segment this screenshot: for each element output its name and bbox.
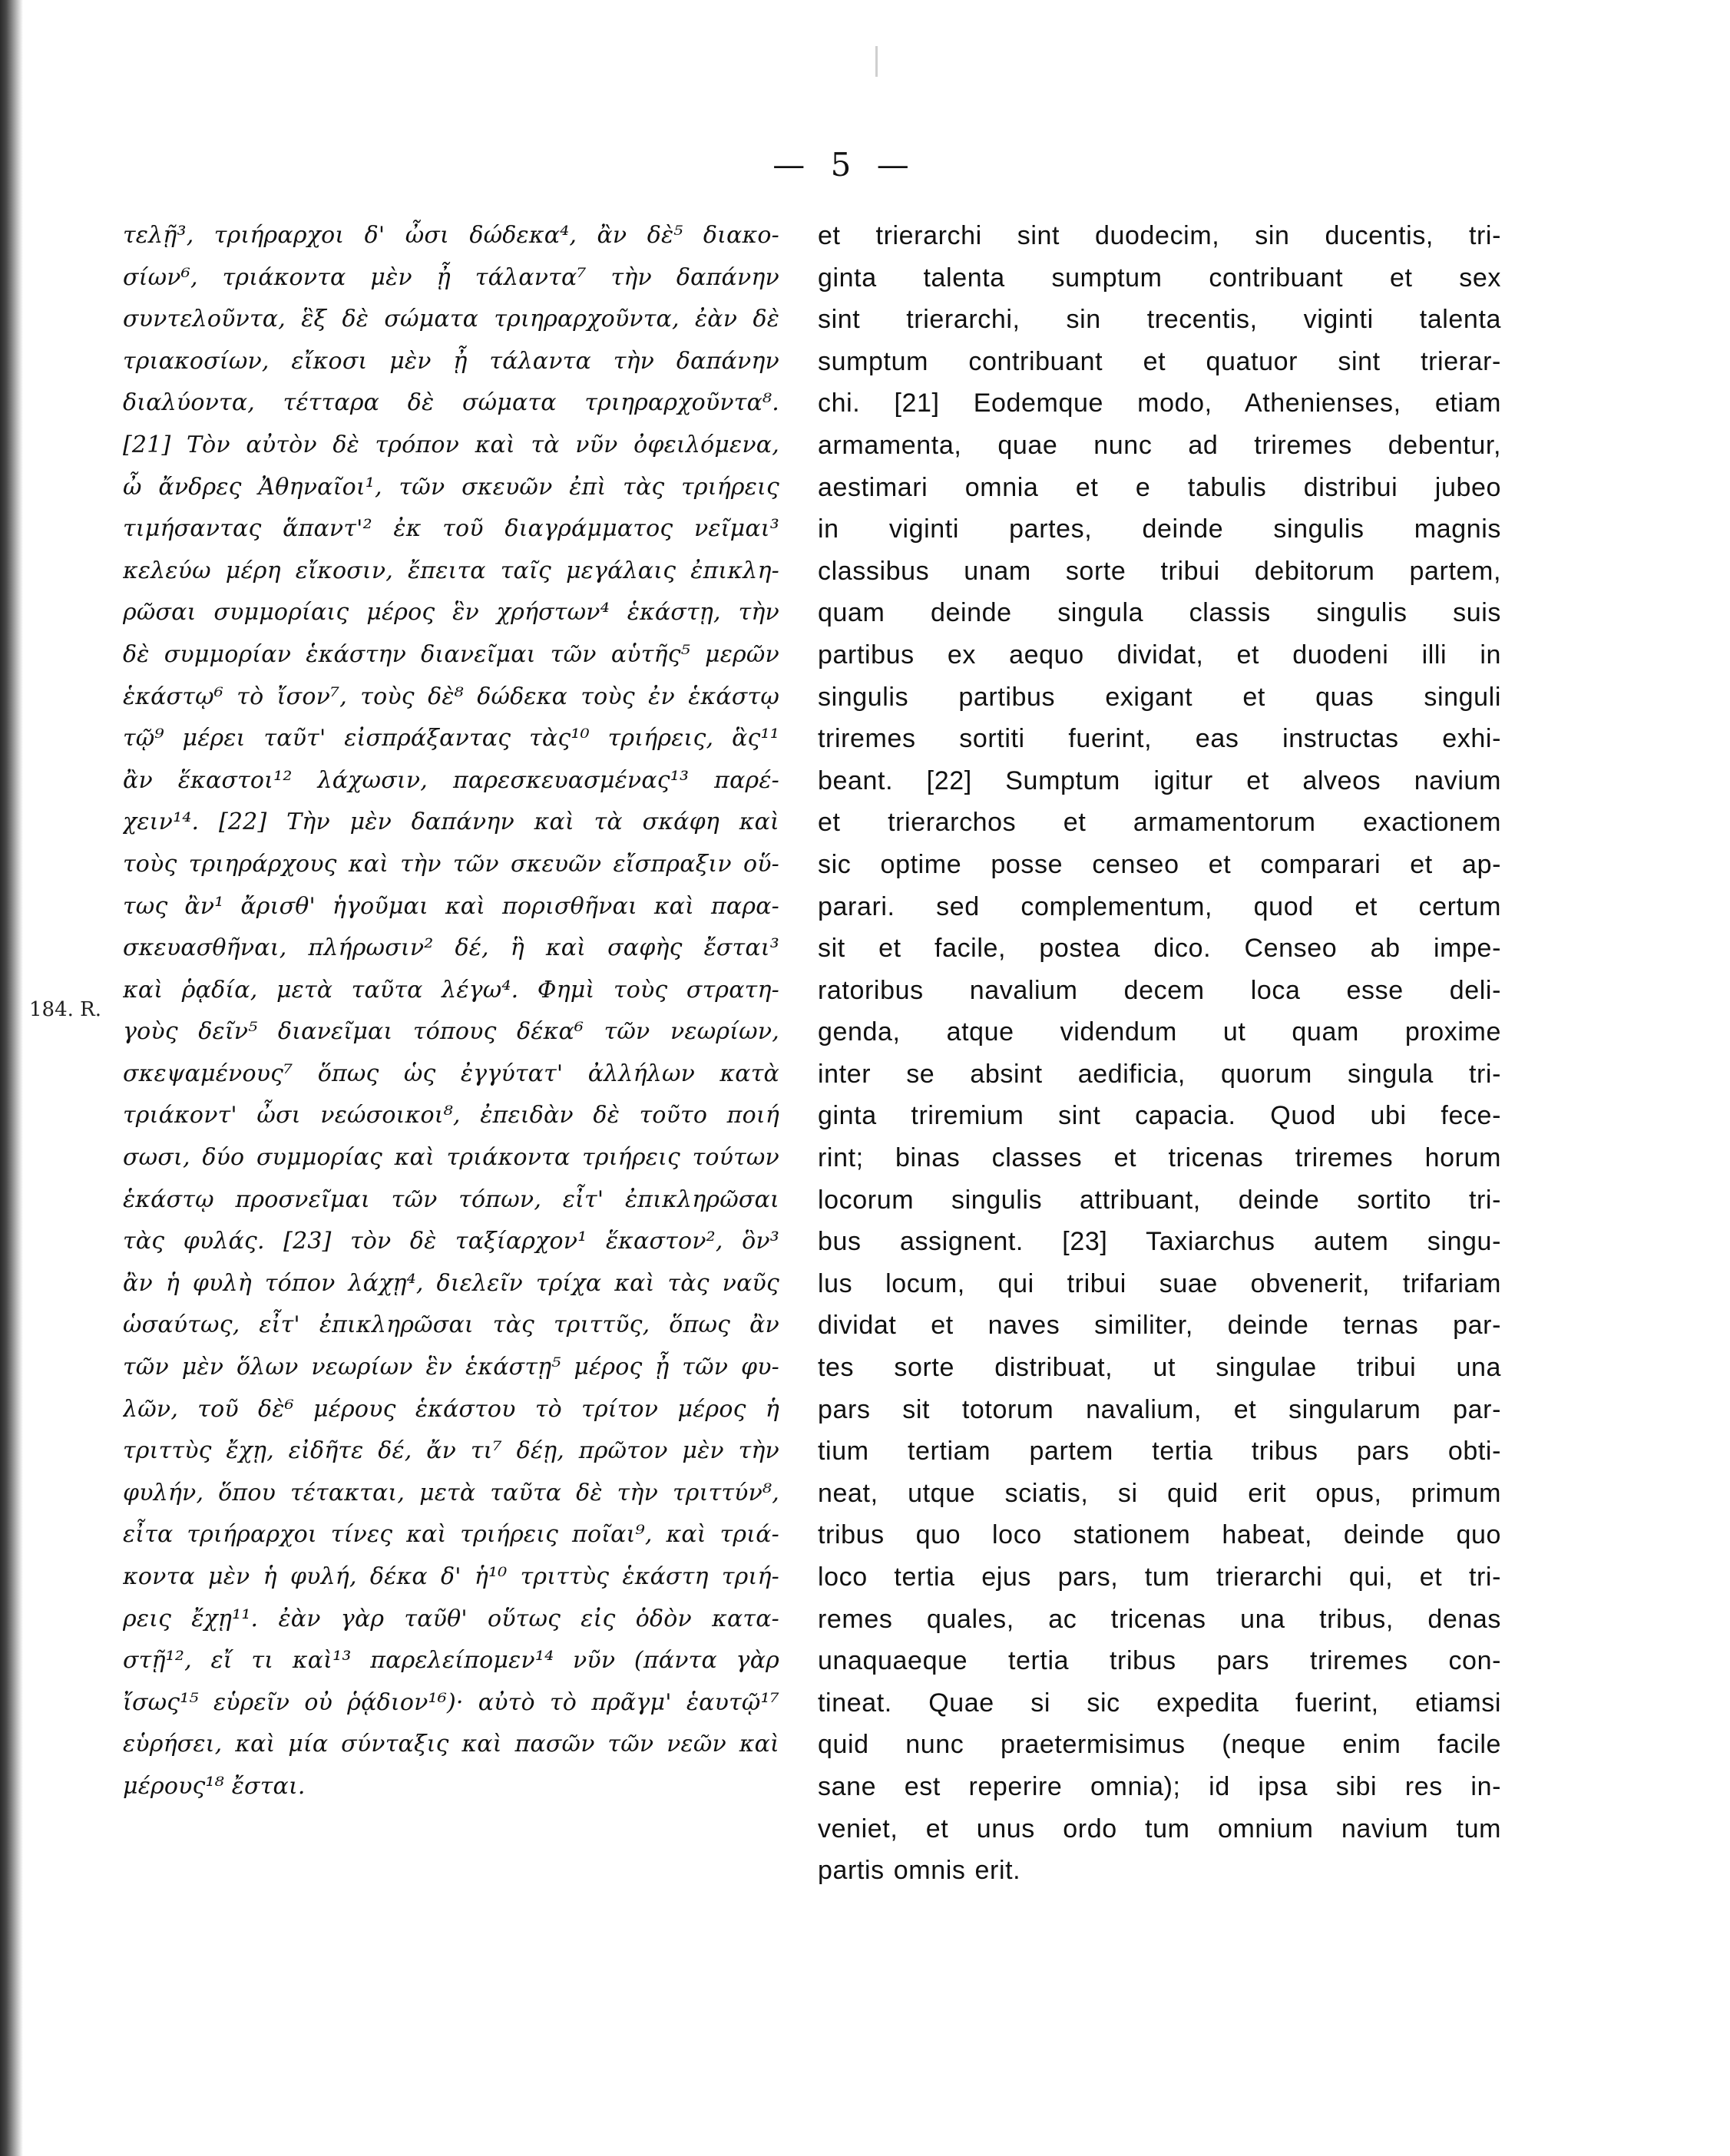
greek-text-line: δὲ συμμορίαν ἑκάστην διανεῖμαι τῶν αὑτῆς⁵ μερῶν (123, 640, 779, 668)
greek-text-line: σκεψαμένους⁷ ὅπως ὡς ἐγγύτατ' ἀλλήλων κατὰ (123, 1060, 779, 1087)
greek-text-line: τριττὺς ἔχῃ, εἰδῆτε δέ, ἄν τι⁷ δέῃ, πρῶτον μὲν τὴν (123, 1437, 779, 1465)
latin-text-line: dividat et naves similiter, deinde ternas par- (818, 1311, 1501, 1341)
greek-text-line: τὰς φυλάς. [23] τὸν δὲ ταξίαρχον¹ ἕκαστον², ὃν³ (123, 1228, 779, 1255)
greek-text-line: ἑκάστῳ⁶ τὸ ἴσον⁷, τοὺς δὲ⁸ δώδεκα τοὺς ἐν ἑκάστῳ (123, 683, 779, 710)
latin-text-line: sic optime posse censeo et comparari et ap- (818, 849, 1501, 879)
greek-text-line: κελεύω μέρη εἴκοσιν, ἔπειτα ταῖς μεγάλαις ἐπικλη- (123, 557, 779, 584)
scan-mark (875, 46, 878, 77)
greek-text-line: μέρους¹⁸ ἔσται. (123, 1772, 306, 1800)
greek-text-line: ἂν ἡ φυλὴ τόπον λάχῃ⁴, διελεῖν τρίχα καὶ τὰς ναῦς (123, 1269, 779, 1297)
greek-text-line: σωσι, δύο συμμορίας καὶ τριάκοντα τριήρεις τούτων (123, 1144, 779, 1172)
page-binding-edge (0, 0, 23, 2156)
latin-text-line: quam deinde singula classis singulis suis (818, 598, 1501, 628)
latin-text-line: triremes sortiti fuerint, eas instructas exhi- (818, 724, 1501, 754)
latin-text-line: genda, atque videndum ut quam proxime (818, 1017, 1501, 1047)
latin-text-line: tribus quo loco stationem habeat, deinde quo (818, 1520, 1501, 1550)
greek-text-line: εἶτα τριήραρχοι τίνες καὶ τριήρεις ποῖαι⁹, καὶ τριά- (123, 1521, 779, 1549)
greek-text-line: σκευασθῆναι, πλήρωσιν² δέ, ἣ καὶ σαφὴς ἔσται³ (123, 934, 779, 962)
latin-text-line: pars sit totorum navalium, et singularum par- (818, 1394, 1501, 1424)
greek-text-column (123, 215, 779, 1808)
latin-text-line: classibus unam sorte tribui debitorum partem, (818, 556, 1501, 586)
latin-text-line: partis omnis erit. (818, 1856, 1021, 1886)
greek-text-line: ὦ ἄνδρες Ἀθηναῖοι¹, τῶν σκευῶν ἐπὶ τὰς τριήρεις (123, 473, 779, 501)
latin-text-line: beant. [22] Sumptum igitur et alveos navium (818, 766, 1501, 795)
latin-text-line: veniet, et unus ordo tum omnium navium tum (818, 1814, 1501, 1844)
latin-text-line: partibus ex aequo dividat, et duodeni illi in (818, 640, 1501, 670)
latin-text-line: et trierarchi sint duodecim, sin ducentis, tri- (818, 221, 1501, 250)
latin-text-line: ginta triremium sint capacia. Quod ubi fece- (818, 1101, 1501, 1131)
latin-text-line: tineat. Quae si sic expedita fuerint, etiamsi (818, 1688, 1501, 1718)
latin-text-line: tes sorte distribuat, ut singulae tribui una (818, 1353, 1501, 1383)
greek-text-line: τιμήσαντας ἅπαντ'² ἐκ τοῦ διαγράμματος νεῖμαι³ (123, 515, 779, 543)
latin-text-line: bus assignent. [23] Taxiarchus autem singu- (818, 1227, 1501, 1257)
latin-text-line: in viginti partes, deinde singulis magnis (818, 514, 1501, 544)
latin-text-line: chi. [21] Eodemque modo, Athenienses, etiam (818, 389, 1501, 418)
latin-text-line: sane est reperire omnia); id ipsa sibi res in- (818, 1771, 1501, 1801)
greek-text-line: φυλήν, ὅπου τέτακται, μετὰ ταῦτα δὲ τὴν τριττύν⁸, (123, 1479, 779, 1506)
greek-text-line: ἑκάστῳ προσνεῖμαι τῶν τόπων, εἶτ' ἐπικληρῶσαι (123, 1185, 779, 1213)
latin-text-line: ginta talenta sumptum contribuant et sex (818, 263, 1501, 293)
greek-text-line: λῶν, τοῦ δὲ⁶ μέρους ἑκάστου τὸ τρίτον μέρος ἡ (123, 1395, 779, 1423)
greek-text-line: εὑρήσει, καὶ μία σύνταξις καὶ πασῶν τῶν νεῶν καὶ (123, 1731, 779, 1758)
greek-text-line: τριακοσίων, εἴκοσι μὲν ᾖ τάλαντα τὴν δαπάνην (123, 347, 779, 375)
latin-text-line: remes quales, ac tricenas una tribus, denas (818, 1604, 1501, 1634)
latin-text-line: neat, utque sciatis, si quid erit opus, primum (818, 1478, 1501, 1508)
greek-text-line: σίων⁶, τριάκοντα μὲν ᾖ τάλαντα⁷ τὴν δαπάνην (123, 263, 779, 291)
greek-text-line: κοντα μὲν ἡ φυλή, δέκα δ' ἡ¹⁰ τριττὺς ἑκάστη τριή- (123, 1563, 779, 1590)
greek-text-line: ὡσαύτως, εἶτ' ἐπικληρῶσαι τὰς τριττῦς, ὅπως ἂν (123, 1311, 779, 1339)
latin-text-line: quid nunc praetermisimus (neque enim facile (818, 1730, 1501, 1760)
latin-text-line: et trierarchos et armamentorum exactionem (818, 808, 1501, 838)
latin-text-column (818, 215, 1501, 1892)
latin-text-line: sit et facile, postea dico. Censeo ab impe- (818, 934, 1501, 964)
latin-text-line: sint trierarchi, sin trecentis, viginti talenta (818, 305, 1501, 335)
greek-text-line: [21] Τὸν αὐτὸν δὲ τρόπον καὶ τὰ νῦν ὀφειλόμενα, (123, 431, 779, 458)
latin-text-line: ratoribus navalium decem loca esse deli- (818, 975, 1501, 1005)
latin-text-line: loco tertia ejus pars, tum trierarchi qui, et tri- (818, 1562, 1501, 1592)
greek-text-line: τοὺς τριηράρχους καὶ τὴν τῶν σκευῶν εἴσπραξιν οὕ- (123, 850, 779, 878)
latin-text-line: sumptum contribuant et quatuor sint trierar- (818, 346, 1501, 376)
greek-text-line: χειν¹⁴. [22] Τὴν μὲν δαπάνην καὶ τὰ σκάφη καὶ (123, 808, 779, 836)
latin-text-line: tium tertiam partem tertia tribus pars obti- (818, 1437, 1501, 1467)
latin-text-line: inter se absint aedificia, quorum singula tri- (818, 1059, 1501, 1089)
greek-text-line: ἂν ἕκαστοι¹² λάχωσιν, παρεσκευασμένας¹³ παρέ- (123, 766, 779, 794)
greek-text-line: ρεις ἔχῃ¹¹. ἐὰν γὰρ ταῦθ' οὕτως εἰς ὁδὸν κατα- (123, 1605, 779, 1632)
greek-text-line: διαλύοντα, τέτταρα δὲ σώματα τριηραρχοῦντα⁸. (123, 389, 779, 417)
latin-text-line: unaquaeque tertia tribus pars triremes con- (818, 1646, 1501, 1676)
greek-text-line: γοὺς δεῖν⁵ διανεῖμαι τόπους δέκα⁶ τῶν νεωρίων, (123, 1018, 779, 1046)
greek-text-line: ἴσως¹⁵ εὑρεῖν οὐ ῥᾴδιον¹⁶)· αὐτὸ τὸ πρᾶγμ' ἑαυτῷ¹⁷ (123, 1688, 779, 1716)
latin-text-line: singulis partibus exigant et quas singuli (818, 682, 1501, 712)
greek-text-line: καὶ ῥᾳδία, μετὰ ταῦτα λέγω⁴. Φημὶ τοὺς στρατη- (123, 976, 779, 1004)
greek-text-line: συντελοῦντα, ἓξ δὲ σώματα τριηραρχοῦντα, ἐὰν δὲ (123, 306, 779, 333)
greek-text-line: τῷ⁹ μέρει ταῦτ' εἰσπράξαντας τὰς¹⁰ τριήρεις, ἃς¹¹ (123, 725, 779, 752)
latin-text-line: parari. sed complementum, quod et certum (818, 891, 1501, 921)
latin-text-line: lus locum, qui tribui suae obvenerit, trifariam (818, 1268, 1501, 1298)
greek-text-line: τῶν μὲν ὅλων νεωρίων ἓν ἑκάστῃ⁵ μέρος ᾖ τῶν φυ- (123, 1354, 779, 1381)
greek-text-line: ρῶσαι συμμορίαις μέρος ἓν χρήστων⁴ ἑκάστῃ, τὴν (123, 599, 779, 627)
margin-reference-note: 184. R. (29, 998, 101, 1021)
greek-text-line: στῇ¹², εἴ τι καὶ¹³ παρελείπομεν¹⁴ νῦν (πάντα γὰρ (123, 1647, 779, 1675)
latin-text-line: aestimari omnia et e tabulis distribui jubeo (818, 472, 1501, 502)
greek-text-line: τελῇ³, τριήραρχοι δ' ὦσι δώδεκα⁴, ἂν δὲ⁵ διακο- (123, 222, 779, 249)
greek-text-line: τριάκοντ' ὦσι νεώσοικοι⁸, ἐπειδὰν δὲ τοῦτο ποιή (123, 1102, 779, 1129)
latin-text-line: rint; binas classes et tricenas triremes horum (818, 1143, 1501, 1173)
latin-text-line: locorum singulis attribuant, deinde sortito tri- (818, 1185, 1501, 1215)
greek-text-line: τως ἂν¹ ἄρισθ' ἡγοῦμαι καὶ πορισθῆναι καὶ παρα- (123, 892, 779, 920)
latin-text-line: armamenta, quae nunc ad triremes debentur, (818, 430, 1501, 460)
page-number: — 5 — (772, 146, 917, 184)
